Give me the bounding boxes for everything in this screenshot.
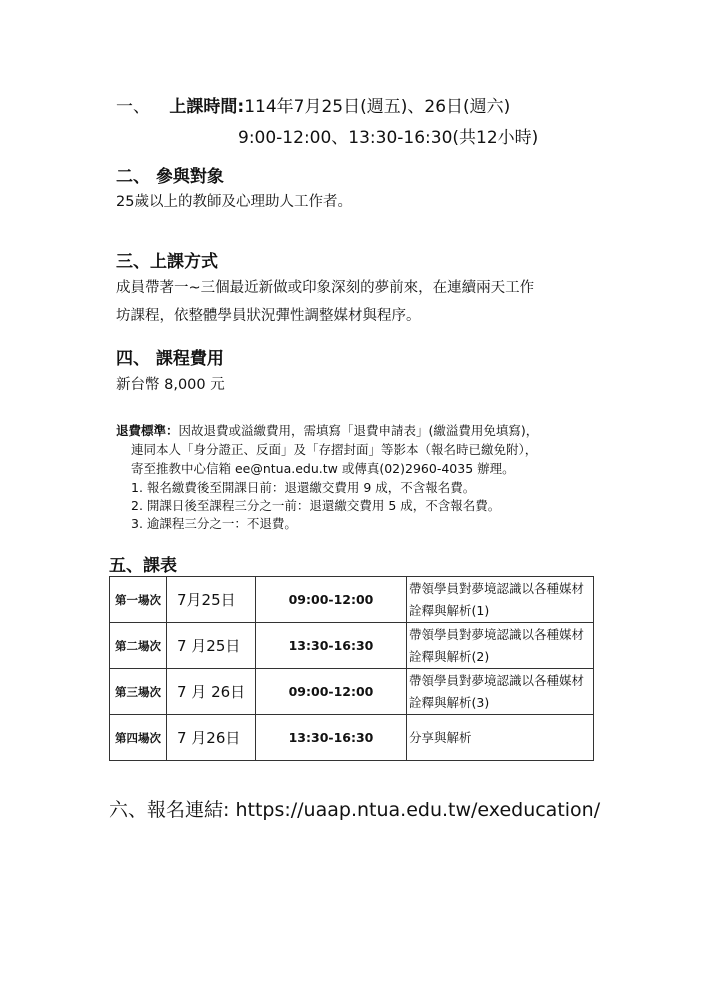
section5-heading: 五、課表 (109, 556, 177, 576)
time-cell: 09:00-12:00 (256, 669, 407, 715)
method-text-line1: 成員帶著一~三個最近新做或印象深刻的夢前來，在連續兩天工作 (116, 280, 535, 296)
section1-prefix: 一、 (116, 97, 150, 117)
registration-label: 六、報名連結: (109, 799, 236, 821)
content-cell: 帶領學員對夢境認識以各種媒材詮釋與解析(2) (407, 623, 594, 669)
date-cell: 7 月26日 (167, 715, 256, 761)
session-cell: 第一場次 (110, 577, 167, 623)
fee-amount: 新台幣 8,000 元 (116, 377, 225, 393)
refund-rule-1: 1. 報名繳費後至開課日前：退還繳交費用 9 成，不含報名費。 (131, 480, 476, 495)
refund-rule-3: 3. 逾課程三分之一：不退費。 (131, 516, 297, 531)
refund-text-1: 因故退費或溢繳費用，需填寫「退費申請表」(繳溢費用免填寫)， (178, 423, 539, 438)
participants-text: 25歲以上的教師及心理助人工作者。 (116, 194, 352, 210)
content-cell: 帶領學員對夢境認識以各種媒材詮釋與解析(1) (407, 577, 594, 623)
date-cell: 7月25日 (167, 577, 256, 623)
session-cell: 第四場次 (110, 715, 167, 761)
schedule-table (109, 576, 594, 761)
session-cell: 第二場次 (110, 623, 167, 669)
table-row (110, 623, 594, 669)
table-row (110, 577, 594, 623)
section4-heading: 四、 課程費用 (116, 349, 224, 369)
time-cell: 09:00-12:00 (256, 577, 407, 623)
session-cell: 第三場次 (110, 669, 167, 715)
content-cell: 分享與解析 (407, 715, 594, 761)
schedule-time-line (116, 92, 510, 117)
refund-text-2: 連同本人「身分證正、反面」及「存摺封面」等影本（報名時已繳免附）， (131, 442, 538, 457)
refund-line1 (116, 421, 538, 439)
section2-heading: 二、 參與對象 (116, 167, 224, 187)
registration-link[interactable]: https://uaap.ntua.edu.tw/exeducation/ (235, 799, 601, 821)
section3-heading: 三、上課方式 (116, 252, 218, 272)
method-text-line2: 坊課程，依整體學員狀況彈性調整媒材與程序。 (116, 308, 421, 324)
time-cell: 13:30-16:30 (256, 715, 407, 761)
refund-rule-2: 2. 開課日後至課程三分之一前：退還繳交費用 5 成，不含報名費。 (131, 498, 501, 513)
table-row (110, 669, 594, 715)
course-dates: 114年7月25日(週五)、26日(週六) (244, 97, 511, 117)
refund-text-3: 寄至推教中心信箱 ee@ntua.edu.tw 或傳真(02)2960-4035 辦理。 (131, 461, 515, 476)
course-hours: 9:00-12:00、13:30-16:30(共12小時) (238, 128, 539, 148)
content-cell: 帶領學員對夢境認識以各種媒材詮釋與解析(3) (407, 669, 594, 715)
date-cell: 7 月25日 (167, 623, 256, 669)
refund-label: 退費標準： (116, 423, 179, 438)
date-cell: 7 月 26日 (167, 669, 256, 715)
registration-line (109, 795, 600, 822)
section1-label: 上課時間: (169, 97, 245, 117)
time-cell: 13:30-16:30 (256, 623, 407, 669)
table-row (110, 715, 594, 761)
